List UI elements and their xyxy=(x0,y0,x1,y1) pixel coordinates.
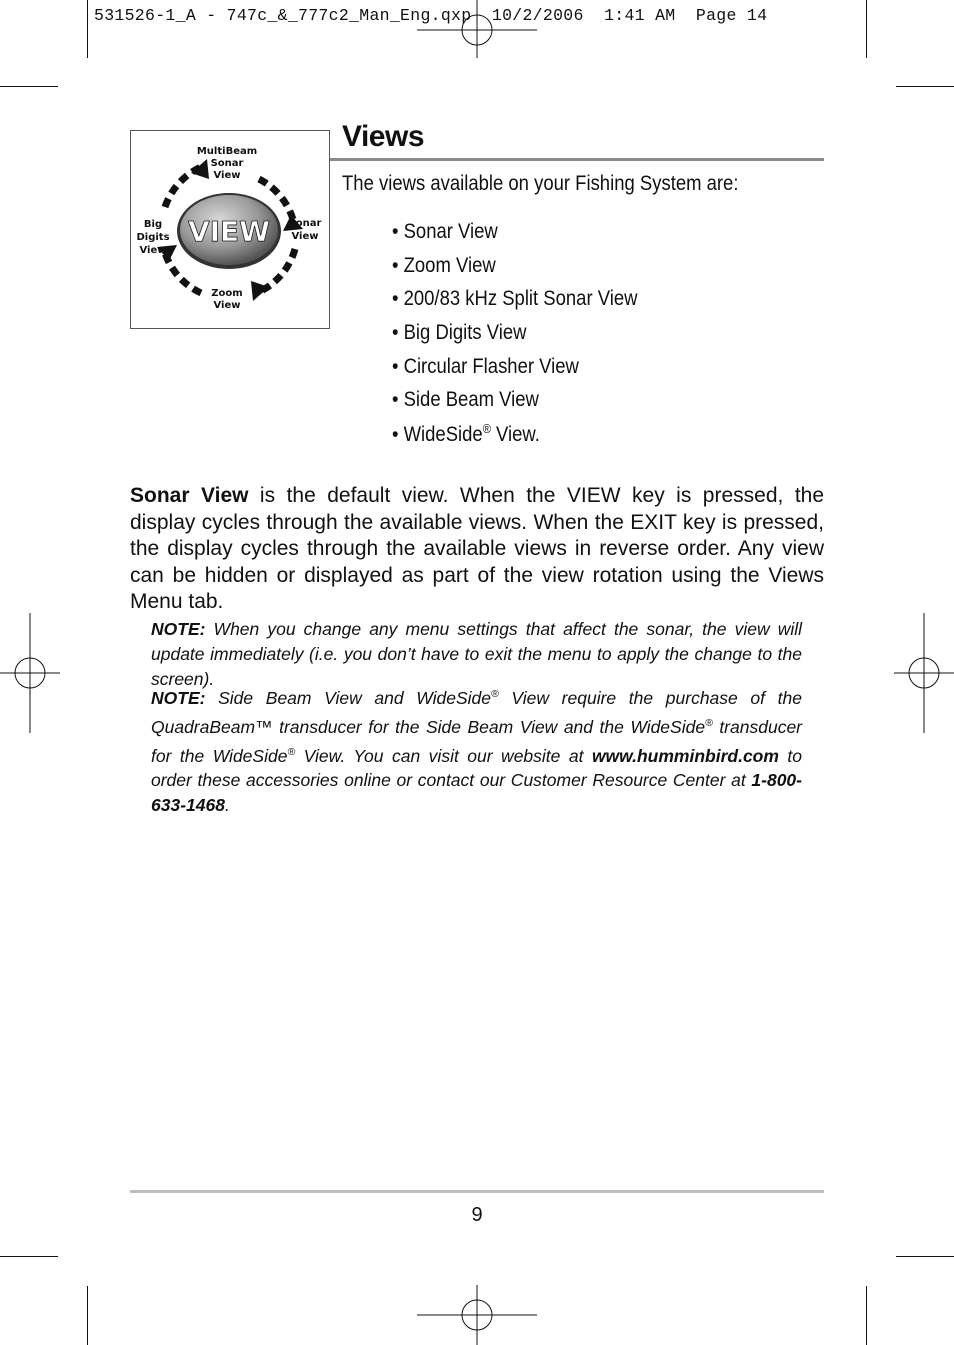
list-item: • Sonar View xyxy=(392,220,498,243)
body-paragraph xyxy=(130,483,824,616)
registration-mark-icon xyxy=(0,613,60,733)
label-big: Big xyxy=(143,219,163,230)
note-text: to order these accessories online or contact our Customer Resource Center at xyxy=(151,745,803,791)
intro-text: The views available on your Fishing System are: xyxy=(342,172,739,195)
registration-mark-icon xyxy=(894,613,954,733)
label-zoom: Zoom xyxy=(211,288,243,299)
view-cycle-icon xyxy=(131,131,329,328)
view-key-diagram xyxy=(130,130,330,329)
note-label: NOTE: xyxy=(151,687,206,708)
list-item: • Zoom View xyxy=(392,253,496,277)
list-item: • 200/83 kHz Split Sonar View xyxy=(392,287,638,311)
note-text: . xyxy=(224,795,230,816)
label-sonar: Sonar xyxy=(210,158,244,169)
note-text: When you change any menu settings that affect the sonar, the view will update immediately (i.e. you don’t have to exit the menu to apply the change to the screen). xyxy=(151,619,802,689)
registered-mark: ® xyxy=(287,745,296,758)
label-view-left: View xyxy=(139,245,167,256)
registered-mark: ® xyxy=(705,716,713,729)
registered-mark: ® xyxy=(491,688,499,700)
views-list xyxy=(392,220,671,456)
crop-mark xyxy=(896,86,954,87)
crop-mark xyxy=(0,86,58,87)
note-text: Side Beam View and WideSide xyxy=(205,687,492,708)
crop-mark xyxy=(896,1256,954,1257)
label-digits: Digits xyxy=(136,232,170,243)
note-2 xyxy=(151,682,802,818)
page-number: 9 xyxy=(471,1204,483,1226)
crop-mark xyxy=(87,1286,88,1345)
list-item xyxy=(392,422,637,456)
note-text: View. You can visit our website at xyxy=(295,745,592,766)
print-slug: 531526-1_A - 747c_&_777c2_Man_Eng.qxp 10/2/2006 1:41 AM Page 14 xyxy=(94,6,768,25)
body-text: is the default view. When the VIEW key is pressed, the display cycles through the available views. When the EXIT key is pressed, the display cycles through the available views in reverse order. Any view can be hidden or displayed as part of the view rotation using the Views Menu tab. xyxy=(130,484,825,613)
list-item: • Circular Flasher View xyxy=(392,354,579,378)
heading-rule xyxy=(330,158,824,161)
crop-mark xyxy=(87,0,88,58)
phone-number: 1-800-633-1468 xyxy=(151,770,802,816)
list-item: • Side Beam View xyxy=(392,388,539,412)
note-text: View require the purchase of the QuadraBeam™ transducer for the Side Beam View and the WideSide xyxy=(151,687,802,737)
label-view-bottom: View xyxy=(213,300,241,311)
registered-mark: ® xyxy=(482,422,491,437)
list-item-text: • WideSide xyxy=(392,423,483,447)
crop-mark xyxy=(866,1286,867,1345)
crop-mark xyxy=(0,1256,58,1257)
note-text: transducer for the WideSide xyxy=(151,716,803,766)
registration-mark-icon xyxy=(417,1285,537,1345)
note-label: NOTE: xyxy=(151,619,206,639)
body-lead: Sonar View xyxy=(130,484,249,507)
footer-rule xyxy=(130,1190,824,1193)
list-item: • Big Digits View xyxy=(392,321,527,345)
view-key-label: VIEW xyxy=(187,215,271,248)
note-1 xyxy=(151,617,802,692)
page-title: Views xyxy=(342,120,425,153)
crop-mark xyxy=(866,0,867,58)
registration-mark-icon xyxy=(417,0,537,60)
label-view: View xyxy=(213,170,241,181)
label-view-right: View xyxy=(291,231,319,242)
list-item-text-end: View. xyxy=(490,423,540,447)
label-multibeam: MultiBeam xyxy=(196,146,258,157)
website-link[interactable]: www.humminbird.com xyxy=(591,745,779,766)
label-sonar-right: Sonar xyxy=(288,218,322,229)
